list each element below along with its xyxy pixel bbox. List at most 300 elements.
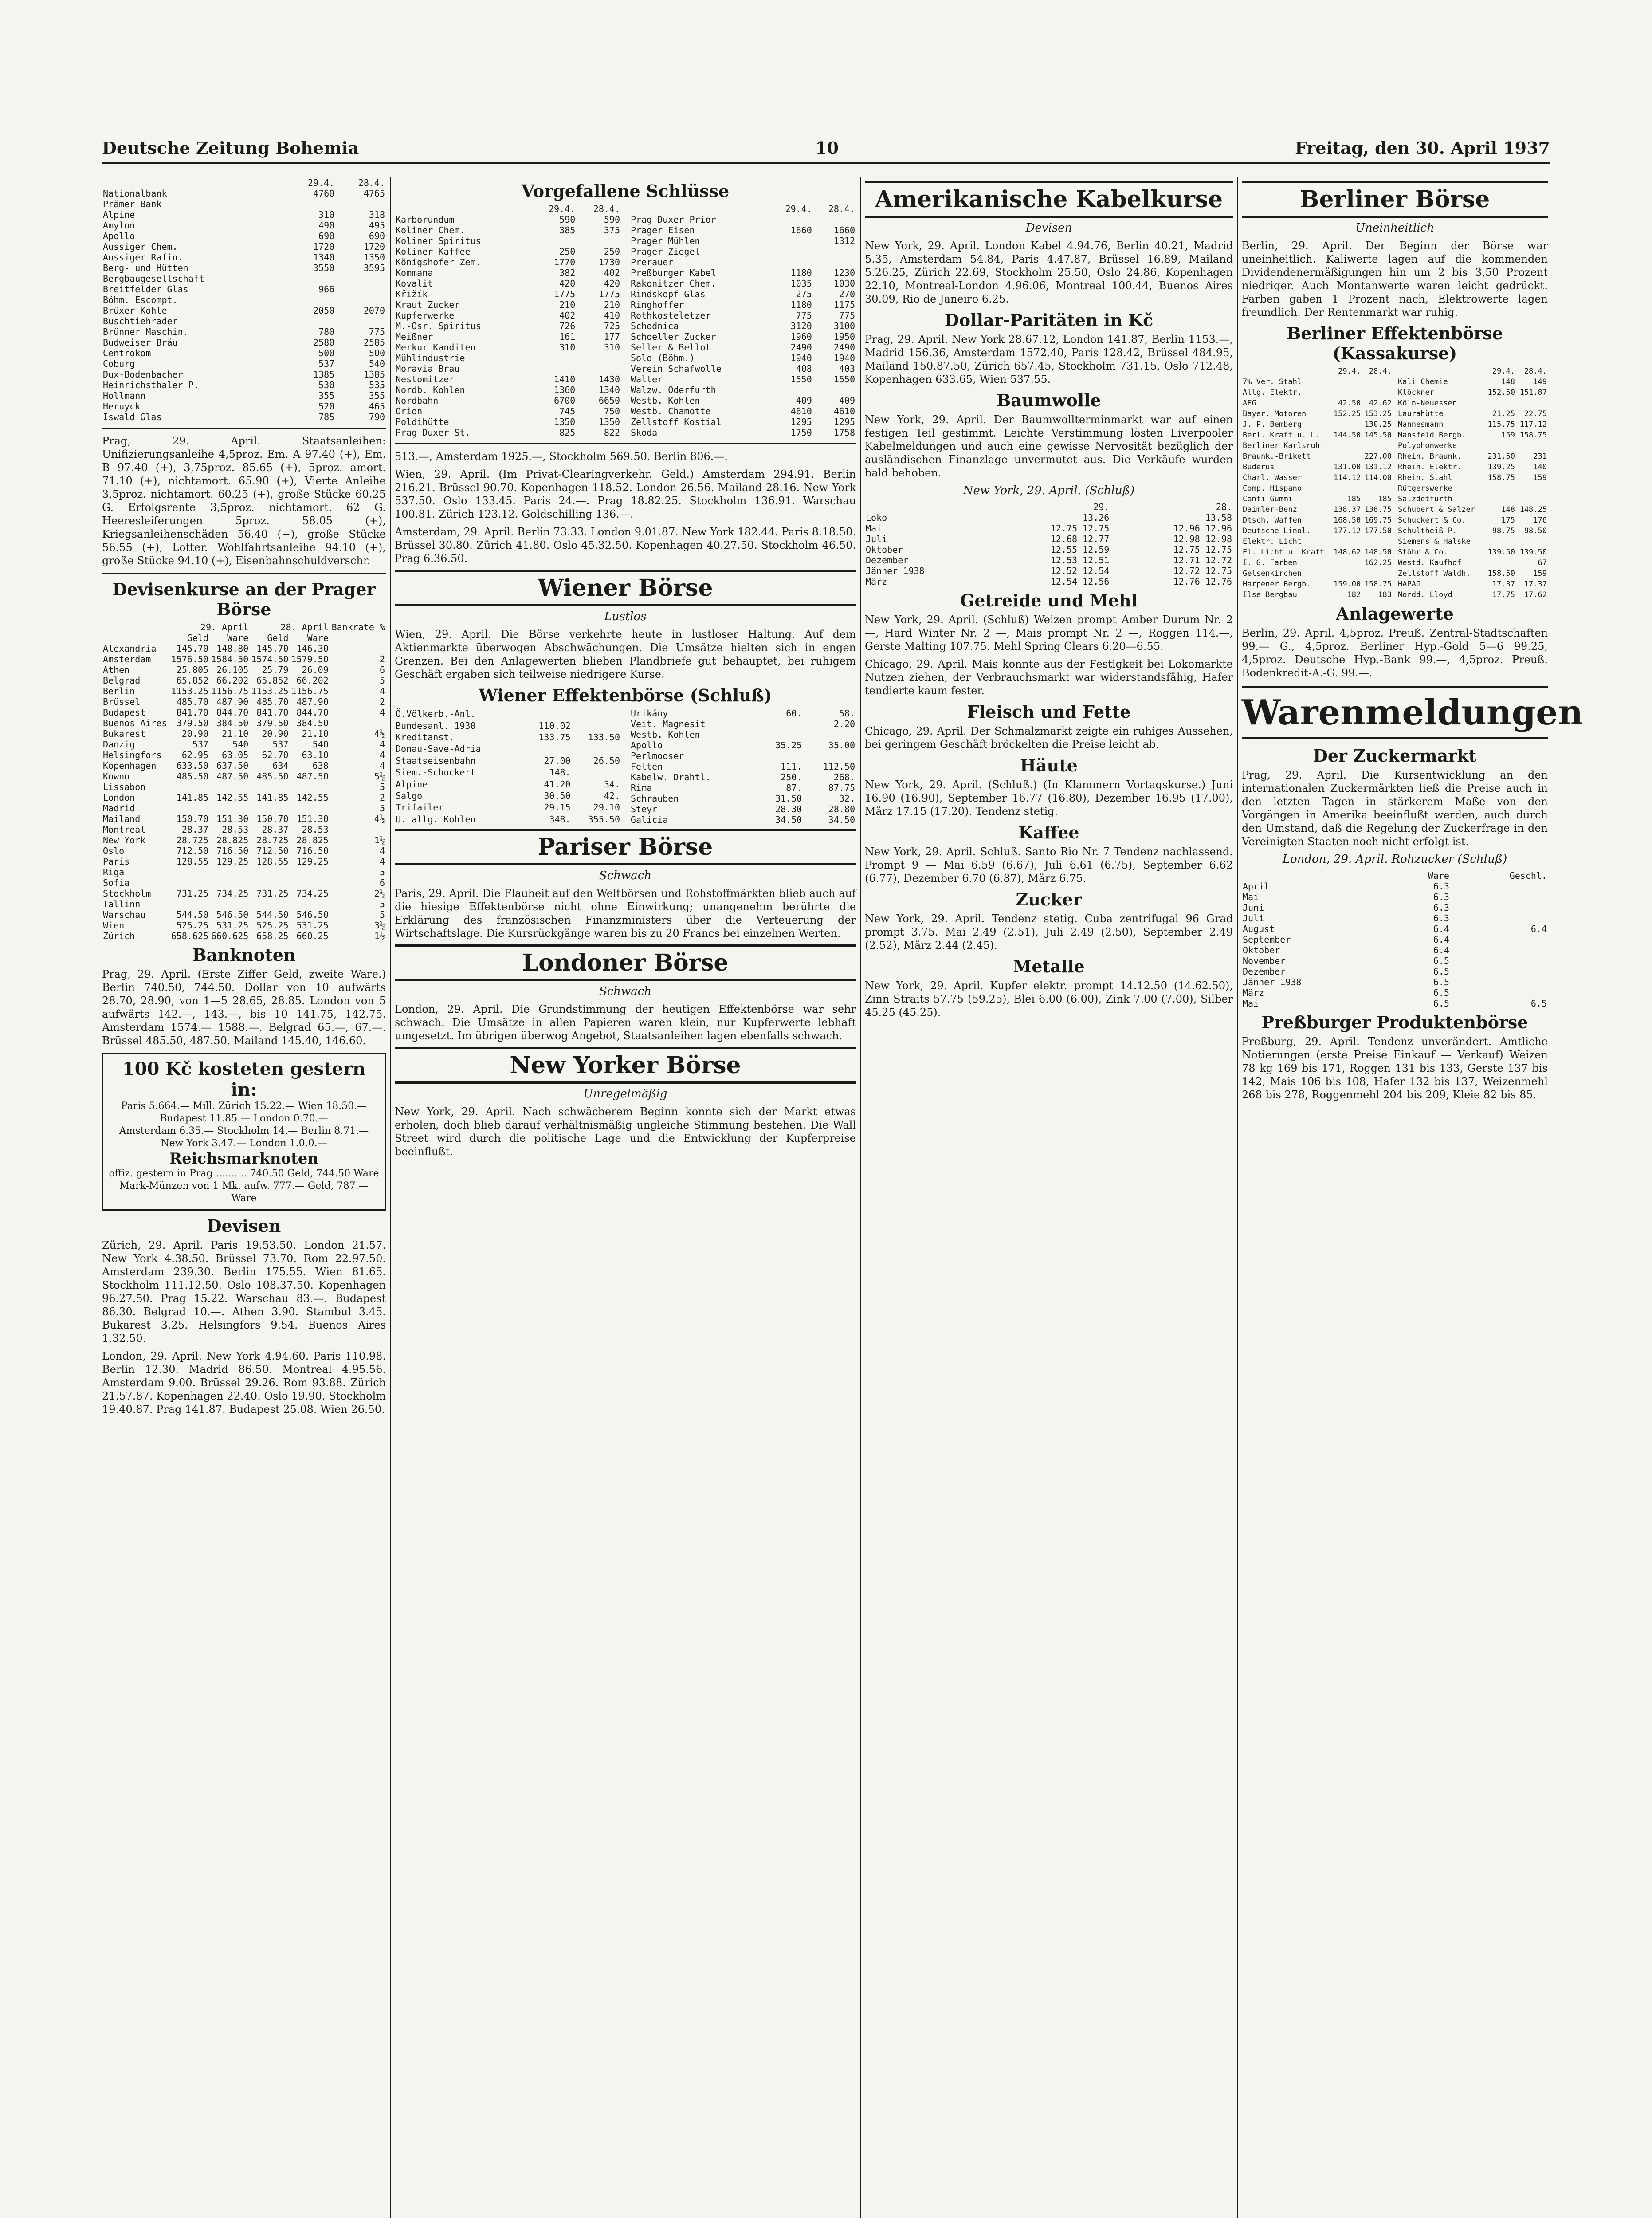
row-value: 485.50 bbox=[176, 771, 209, 782]
table-row bbox=[1242, 494, 1393, 504]
row-value bbox=[335, 273, 386, 284]
row-value: 231 bbox=[1533, 452, 1547, 461]
row-label: Galicia bbox=[631, 814, 668, 825]
divider bbox=[395, 443, 856, 444]
row-value: 487.50 bbox=[216, 771, 249, 782]
row-value bbox=[1450, 977, 1548, 987]
table-row bbox=[1397, 504, 1548, 515]
row-value bbox=[1450, 892, 1548, 902]
row-label: Prager Eisen bbox=[631, 225, 695, 236]
row-label: Felten bbox=[631, 761, 663, 772]
table-row bbox=[1397, 377, 1548, 387]
row-value: 12.76 12.76 bbox=[1173, 576, 1232, 587]
row-value: 537 bbox=[192, 739, 209, 750]
row-value: 1410 bbox=[554, 374, 576, 385]
row-value: 310 bbox=[559, 342, 576, 353]
row-label: Salgo bbox=[396, 790, 423, 801]
row-value bbox=[169, 803, 209, 814]
row-label: Allg. Elektr. bbox=[1243, 388, 1302, 397]
row-value: 151.87 bbox=[1519, 388, 1547, 397]
row-value bbox=[335, 295, 386, 305]
row-value: 148 bbox=[1501, 505, 1515, 514]
row-value: 268. bbox=[833, 772, 855, 783]
row-value: 152.25 bbox=[1333, 409, 1361, 418]
row-label: Dux-Bodenbacher bbox=[103, 369, 183, 380]
table-row bbox=[1242, 526, 1393, 536]
table-row bbox=[1242, 924, 1548, 934]
row-value: 6.3 bbox=[1433, 892, 1449, 902]
row-value: 22.75 bbox=[1524, 409, 1547, 418]
table-row bbox=[395, 267, 621, 278]
row-label: Rima bbox=[631, 783, 652, 793]
row-value: 485.70 bbox=[256, 696, 289, 707]
table-row bbox=[102, 814, 386, 824]
row-value: 379.50 bbox=[256, 718, 289, 728]
row-value: 6 bbox=[379, 877, 385, 888]
row-value: 966 bbox=[318, 284, 335, 295]
koruna-box-line: New York 3.47.— London 1.0.0.— bbox=[161, 1138, 327, 1149]
row-value bbox=[572, 708, 621, 720]
table-row bbox=[102, 401, 386, 412]
row-value bbox=[1516, 440, 1548, 451]
table-row bbox=[1242, 377, 1393, 387]
table-row bbox=[102, 931, 386, 941]
row-value: 148.25 bbox=[1519, 505, 1547, 514]
row-value: 731.25 bbox=[176, 888, 209, 899]
row-value: 1½ bbox=[374, 931, 385, 941]
row-value: 6.5 bbox=[1433, 977, 1449, 987]
table-row bbox=[1242, 515, 1393, 526]
row-value: 1720 bbox=[313, 241, 335, 252]
table-row bbox=[1242, 998, 1548, 1009]
row-value: 6.5 bbox=[1433, 998, 1449, 1009]
row-value: 151.30 bbox=[296, 814, 329, 824]
row-value: 1156.75 bbox=[291, 686, 329, 696]
row-value: 841.70 bbox=[176, 707, 209, 718]
haeute-heading: Häute bbox=[1020, 755, 1078, 775]
row-value: 1940 bbox=[833, 353, 855, 363]
anlagewerte-report: Berlin, 29. April. 4,5proz. Preuß. Zentral-Stadtschaften 99.— G., 4,5proz. Berliner Hyp.-Gold 5—6 99.25, 4,5proz. Deutsche Hyp.-Bank 99.—, 4,5proz. Preuß. Bodenkredit-A.-G. 99.—. bbox=[1242, 627, 1548, 679]
table-row bbox=[102, 390, 386, 401]
row-label: Warschau bbox=[103, 909, 146, 920]
row-value: 1156.75 bbox=[211, 686, 249, 696]
row-value: 145.70 bbox=[176, 643, 209, 654]
row-value: 420 bbox=[604, 278, 620, 289]
row-value: 148.50 bbox=[1364, 548, 1392, 557]
row-label: Oktober bbox=[1243, 945, 1280, 956]
row-value: 535 bbox=[369, 380, 385, 390]
row-value: 6.5 bbox=[1530, 998, 1547, 1009]
table-row bbox=[102, 909, 386, 920]
ny-cotton-table: 29. 28. Loko 13.26 13.58 Mai 12.75 12.75 12.96 12.96 Juli 12.68 12.77 12.98 12.98 Oktober 12.55 12.59 12.75 12.75 Dezember 12.53 12.51 12.71 12.72 Jänner 1938 12.52 12.54 12.72 12.75 März 12.54 12.56 12.76 12.76 bbox=[866, 502, 1232, 587]
row-value: 408 bbox=[796, 363, 812, 374]
row-value: 1350 bbox=[598, 417, 620, 427]
row-value: 176 bbox=[1533, 516, 1547, 525]
row-value: 487.90 bbox=[216, 696, 249, 707]
table-row bbox=[102, 686, 386, 696]
schluesse-table-a: 29.4. 28.4. Karborundum 590 590 Koliner Chem. 385 375 Koliner Spiritus Koliner Kaffee 250 250 Königshofer Zem. 1770 1730 Kommana 382 402 Kovalit 420 420 Křižík 1775 1775 Kraut Zucker 210 210 Kupferwerke 402 410 M.-Osr. Spiritus 726 725 Meißner 161 177 Merkur Kanditen 310 310 Mühlindustrie Moravia Brau Nestomitzer 1410 1430 Nordb. Kohlen 1360 1340 Nordbahn 6700 6650 Orion 745 750 Poldihütte 1350 1350 Prag-Duxer St. 825 822 bbox=[396, 204, 620, 438]
prague-stock-table: 29.4. 28.4. Nationalbank 4760 4765 Prämer Bank Alpine 310 318 Amylon 490 495 Apollo 690 690 Aussiger Chem. 1720 1720 Aussiger Rafin. 1340 1350 Berg- und Hütten 3550 3595 Bergbaugesellschaft Breitfelder Glas 966 Böhm. Escompt. Brüxer Kohle 2050 2070 Buschtiehrader Brünner Maschin. 780 775 Budweiser Bräu 2580 2585 Centrokom 500 500 Coburg 537 540 Dux-Bodenbacher 1385 1385 Heinrichsthaler P. 530 535 Hollmann 355 355 Heruyck 520 465 Iswald Glas 785 790 bbox=[103, 177, 385, 422]
row-value: 131.12 bbox=[1364, 463, 1392, 472]
table-row bbox=[395, 299, 621, 310]
table-row bbox=[102, 358, 386, 369]
row-label: Stöhr & Co. bbox=[1398, 548, 1448, 557]
row-value: 310 bbox=[318, 209, 335, 220]
row-value: 841.70 bbox=[256, 707, 289, 718]
row-value bbox=[330, 824, 386, 835]
table-row bbox=[395, 743, 621, 755]
row-value bbox=[1516, 398, 1548, 409]
row-label: Alexandria bbox=[103, 643, 157, 654]
table-row bbox=[102, 803, 386, 814]
row-value: 66.202 bbox=[216, 675, 249, 686]
table-row bbox=[395, 755, 621, 767]
row-value: 1350 bbox=[554, 417, 576, 427]
row-value: 12.75 12.75 bbox=[1050, 523, 1110, 534]
row-value: 2.20 bbox=[833, 719, 855, 729]
row-label: August bbox=[1243, 924, 1275, 934]
row-value bbox=[169, 877, 209, 888]
newspaper-title: Deutsche Zeitung Bohemia bbox=[102, 138, 359, 158]
row-value: 159 bbox=[1533, 473, 1547, 482]
table-row bbox=[630, 331, 856, 342]
row-value bbox=[532, 363, 577, 374]
table-row bbox=[102, 782, 386, 792]
row-value bbox=[813, 214, 856, 225]
row-value: 20.90 bbox=[262, 728, 289, 739]
row-value: 87.75 bbox=[828, 783, 855, 793]
row-label: Westb. Kohlen bbox=[631, 395, 700, 406]
londoner-boerse-tendency: Schwach bbox=[599, 985, 652, 998]
row-value: 12.98 12.98 bbox=[1173, 534, 1232, 544]
table-row bbox=[630, 793, 856, 804]
row-value bbox=[249, 782, 289, 792]
table-row bbox=[395, 342, 621, 353]
table-row bbox=[395, 427, 621, 438]
kassakurse-table-a: 29.4. 28.4. 7% Ver. Stahl Allg. Elektr. AEG 42.50 42.62 Bayer. Motoren 152.25 153.25 J. P. Bemberg 130.25 Berl. Kraft u. L. 144.50 145.50 Berliner Karlsruh. Braunk.-Brikett 227.00 Buderus 131.00 131.12 Charl. Wasser 114.12 114.00 Comp. Hispano Conti Gummi 185 185 Daimler-Benz 138.37 138.75 Dtsch. Waffen 168.50 169.75 Deutsche Linol. 177.12 177.50 Elektr. Licht El. Licht u. Kraft 148.62 148.50 I. G. Farben 162.25 Gelsenkirchen Harpener Bergb. 159.00 158.75 Ilse Bergbau 182 183 bbox=[1243, 367, 1392, 599]
row-value: 384.50 bbox=[296, 718, 329, 728]
reichsmark-title: Reichsmarknoten bbox=[169, 1150, 319, 1168]
table-row bbox=[1242, 409, 1393, 419]
table-row bbox=[630, 427, 856, 438]
row-value: 28.37 bbox=[262, 824, 289, 835]
row-label: Prerauer bbox=[631, 257, 674, 267]
row-value bbox=[285, 295, 335, 305]
row-value: 185 bbox=[1347, 495, 1361, 503]
reichsmark-line: offiz. gestern in Prag .......... 740.50 Geld, 744.50 Ware bbox=[109, 1168, 379, 1179]
table-row bbox=[102, 760, 386, 771]
row-label: Perlmooser bbox=[631, 751, 684, 761]
row-value bbox=[770, 236, 813, 246]
table-row bbox=[395, 802, 621, 813]
row-value: 487.90 bbox=[296, 696, 329, 707]
row-label: Donau-Save-Adria bbox=[396, 743, 481, 755]
row-value: 4 bbox=[379, 739, 385, 750]
row-label: Prager Mühlen bbox=[631, 236, 700, 246]
london-sugar-table-title: London, 29. April. Rohzucker (Schluß) bbox=[1282, 853, 1507, 866]
row-value: 133.75 bbox=[538, 731, 571, 743]
wiener-schluss-heading: Wiener Effektenbörse (Schluß) bbox=[479, 685, 772, 705]
row-value: 128.55 bbox=[256, 856, 289, 867]
row-value: 6.5 bbox=[1433, 987, 1449, 998]
reichsmark-line: Mark-Münzen von 1 Mk. aufw. 777.— Geld, 787.— Ware bbox=[119, 1180, 369, 1204]
row-label: Böhm. Escompt. bbox=[103, 295, 178, 305]
row-label: Lissabon bbox=[103, 782, 146, 792]
londoner-boerse-heading: Londoner Börse bbox=[395, 944, 856, 981]
row-label: J. P. Bemberg bbox=[1243, 420, 1302, 429]
row-value: 531.25 bbox=[216, 920, 249, 931]
row-value: 177.12 bbox=[1333, 527, 1361, 535]
row-value: 26.105 bbox=[216, 665, 249, 675]
metalle-heading: Metalle bbox=[1013, 956, 1085, 976]
row-value: 13.26 bbox=[1083, 512, 1110, 523]
row-value: 17.37 bbox=[1492, 580, 1515, 589]
row-value: 153.25 bbox=[1364, 409, 1392, 418]
row-label: Rhein. Stahl bbox=[1398, 473, 1452, 482]
table-row bbox=[102, 220, 386, 231]
table-row bbox=[1397, 547, 1548, 558]
row-value: 29.15 bbox=[544, 802, 571, 813]
row-value: 142.55 bbox=[296, 792, 329, 803]
row-label: Prager Ziegel bbox=[631, 246, 700, 257]
row-value: 375 bbox=[604, 225, 620, 236]
row-value: 490 bbox=[318, 220, 335, 231]
row-label: Kraut Zucker bbox=[396, 299, 460, 310]
row-value: 750 bbox=[604, 406, 620, 417]
table-row bbox=[1242, 462, 1393, 472]
row-value: 17.62 bbox=[1524, 590, 1547, 599]
row-label: Veit. Magnesit bbox=[631, 719, 706, 729]
row-value: 385 bbox=[559, 225, 576, 236]
row-value: 35.00 bbox=[828, 740, 855, 751]
row-value bbox=[169, 899, 209, 909]
dollar-paritaeten-report: Prag, 29. April. New York 28.67.12, London 141.87, Berlin 1153.—, Madrid 156.36, Amsterdam 1572.40, Paris 128.42, Brüssel 484.95, Mailand 150.87.50, Zürich 657.45, Stockholm 731.15, Oslo 712.48, Kopenhagen 633.65, Wien 537.55. bbox=[865, 333, 1233, 385]
row-value: 633.50 bbox=[176, 760, 209, 771]
row-value: 12.53 12.51 bbox=[1050, 555, 1110, 566]
newyorker-boerse-heading: New Yorker Börse bbox=[395, 1047, 856, 1084]
row-value: 1775 bbox=[554, 289, 576, 299]
row-value: 5 bbox=[379, 803, 385, 814]
row-value: 1750 bbox=[790, 427, 812, 438]
row-label: Schubert & Salzer bbox=[1398, 505, 1475, 514]
row-label: Zellstoff Waldh. bbox=[1398, 569, 1471, 578]
row-value: 525.25 bbox=[176, 920, 209, 931]
pressburg-report: Preßburg, 29. April. Tendenz unverändert. Amtliche Notierungen (erste Preise Einkauf — Verkauf) Weizen 78 kg 169 bis 171, Roggen 131 bis 133, Gerste 137 bis 142, Mais 106 bis 108, Hafer 132 bis 137, Weizenmehl 268 bis 278, Roggenmehl 204 bis 209, Kleie 82 bis 85. bbox=[1242, 1035, 1548, 1101]
table-row bbox=[1242, 536, 1393, 547]
table-row bbox=[630, 417, 856, 427]
row-value: 12.96 12.96 bbox=[1173, 523, 1232, 534]
row-value: 1950 bbox=[833, 331, 855, 342]
row-value: 250 bbox=[604, 246, 620, 257]
row-value: 13.58 bbox=[1205, 512, 1232, 523]
row-value: 148.62 bbox=[1333, 548, 1361, 557]
table-row bbox=[1397, 590, 1548, 600]
row-value: 4760 bbox=[313, 188, 335, 199]
fleisch-report: Chicago, 29. April. Der Schmalzmarkt zeigte ein ruhiges Aussehen, bei geringem Geschäft bröckelten die Preise leicht ab. bbox=[865, 725, 1233, 751]
zuckermarkt-report: Prag, 29. April. Die Kursentwicklung an den internationalen Zuckermärkten ließ die Preise auch in den letzten Tagen in stärkerem Maße von den Vorgängen in Amerika beeinflußt werden, auch durch den Umstand, daß die Regelung der Zuckerfrage in den Vereinigten Staaten noch nicht erfolgt ist. bbox=[1242, 769, 1548, 848]
table-row bbox=[1397, 515, 1548, 526]
row-label: Kowno bbox=[103, 771, 130, 782]
row-value: 403 bbox=[839, 363, 855, 374]
row-value bbox=[169, 782, 209, 792]
row-value: 42.50 bbox=[1338, 399, 1361, 408]
table-row bbox=[1397, 409, 1548, 419]
row-label: Ö.Völkerb.-Anl. bbox=[396, 708, 476, 720]
row-value: 2585 bbox=[363, 337, 385, 348]
row-value: 138.75 bbox=[1364, 505, 1392, 514]
row-value: 148. bbox=[549, 767, 571, 778]
row-value: 658.625 bbox=[171, 931, 209, 941]
amsterdam-report: Amsterdam, 29. April. Berlin 73.33. London 9.01.87. New York 182.44. Paris 8.18.50. Brüssel 30.80. Zürich 41.80. Oslo 45.32.50. Kopenhagen 40.27.50. Stockholm 46.50. Prag 6.36.50. bbox=[395, 526, 856, 565]
table-row bbox=[630, 236, 856, 246]
table-row bbox=[865, 523, 1233, 534]
row-value: 140 bbox=[1533, 463, 1547, 472]
row-value: 28.80 bbox=[828, 804, 855, 814]
row-value: 12.52 12.54 bbox=[1050, 566, 1110, 576]
row-value: 161 bbox=[559, 331, 576, 342]
row-value: 546.50 bbox=[296, 909, 329, 920]
table-row bbox=[630, 406, 856, 417]
row-value: 4 bbox=[379, 846, 385, 856]
row-value bbox=[1331, 419, 1362, 430]
row-value: 525.25 bbox=[256, 920, 289, 931]
table-row bbox=[102, 920, 386, 931]
row-value: 158.50 bbox=[1487, 569, 1515, 578]
amsterdam-note: 513.—, Amsterdam 1925.—, Stockholm 569.50. Berlin 806.—. bbox=[395, 450, 728, 463]
row-value: 144.50 bbox=[1333, 431, 1361, 440]
row-value: 21.10 bbox=[302, 728, 329, 739]
row-value bbox=[335, 199, 386, 209]
table-row bbox=[865, 555, 1233, 566]
row-value: 30.50 bbox=[544, 790, 571, 801]
row-value: 63.10 bbox=[302, 750, 329, 760]
row-value: 4 bbox=[379, 707, 385, 718]
row-value: 42. bbox=[604, 790, 620, 801]
wiener-table-a bbox=[395, 708, 621, 825]
masthead bbox=[102, 133, 1550, 164]
row-label: Rothkosteletzer bbox=[631, 310, 711, 321]
row-value: 531.25 bbox=[296, 920, 329, 931]
table-row bbox=[395, 310, 621, 321]
row-label: Meißner bbox=[396, 331, 433, 342]
column-4 bbox=[1242, 177, 1583, 2218]
row-label: I. G. Farben bbox=[1243, 558, 1297, 567]
row-value: 6700 bbox=[554, 395, 576, 406]
table-row bbox=[102, 771, 386, 782]
row-value bbox=[803, 729, 856, 740]
row-value: 5½ bbox=[374, 771, 385, 782]
row-value: 402 bbox=[559, 310, 576, 321]
row-label: Orion bbox=[396, 406, 423, 417]
row-value bbox=[758, 729, 803, 740]
row-label: Buenos Aires bbox=[103, 718, 167, 728]
row-label: Oslo bbox=[103, 846, 125, 856]
table-row bbox=[102, 877, 386, 888]
row-value: 590 bbox=[559, 214, 576, 225]
row-label: Westd. Kaufhof bbox=[1398, 558, 1462, 567]
row-value bbox=[1450, 966, 1548, 977]
divider bbox=[102, 573, 386, 574]
table-row bbox=[630, 267, 856, 278]
row-value bbox=[330, 718, 386, 728]
row-value: 12.75 12.75 bbox=[1173, 544, 1232, 555]
table-row bbox=[1397, 430, 1548, 440]
londoner-boerse-report: London, 29. April. Die Grundstimmung der heutigen Effektenbörse war sehr schwach. Die Umsätze in allen Papieren waren klein, nur Kupferwerte lebhaft umgesetzt. Im übrigen überwog Angebot, Staatsanleihen lagen ebenfalls schwach. bbox=[395, 1003, 856, 1042]
row-label: Mai bbox=[1243, 892, 1259, 902]
row-value: 465 bbox=[369, 401, 385, 412]
row-value: 3½ bbox=[374, 920, 385, 931]
row-value bbox=[249, 877, 289, 888]
row-value: 1175 bbox=[833, 299, 855, 310]
row-label: Coburg bbox=[103, 358, 135, 369]
row-value: 28.725 bbox=[256, 835, 289, 846]
table-row bbox=[395, 278, 621, 289]
row-value: 2½ bbox=[374, 888, 385, 899]
koruna-box-title: 100 Kč kosteten gestern in: bbox=[122, 1058, 366, 1100]
table-row bbox=[102, 412, 386, 422]
row-label: Prag-Duxer Prior bbox=[631, 214, 716, 225]
row-label: AEG bbox=[1243, 399, 1256, 408]
row-value: 775 bbox=[369, 326, 385, 337]
schluesse-tables bbox=[395, 204, 856, 438]
row-value: 28.53 bbox=[302, 824, 329, 835]
row-label: Alpine bbox=[396, 779, 428, 790]
table-row bbox=[865, 534, 1233, 544]
row-label: Dezember bbox=[866, 555, 909, 566]
row-value: 3550 bbox=[313, 263, 335, 273]
row-label: Brüssel bbox=[103, 696, 141, 707]
row-value: 131.00 bbox=[1333, 463, 1361, 472]
table-row bbox=[630, 761, 856, 772]
table-row bbox=[1242, 966, 1548, 977]
row-value: 544.50 bbox=[256, 909, 289, 920]
row-value bbox=[249, 899, 289, 909]
row-value: 150.70 bbox=[176, 814, 209, 824]
row-value: 540 bbox=[232, 739, 249, 750]
row-value bbox=[1331, 558, 1362, 568]
row-label: Karborundum bbox=[396, 214, 455, 225]
table-row bbox=[1242, 977, 1548, 987]
table-row bbox=[395, 321, 621, 331]
row-label: Bundesanl. 1930 bbox=[396, 720, 476, 731]
row-value: 129.25 bbox=[216, 856, 249, 867]
row-value: 6.3 bbox=[1433, 913, 1449, 924]
row-label: Kali Chemie bbox=[1398, 378, 1448, 386]
row-value: 1½ bbox=[374, 835, 385, 846]
row-label: Ringhoffer bbox=[631, 299, 684, 310]
row-label: M.-Osr. Spiritus bbox=[396, 321, 481, 331]
table-row bbox=[102, 739, 386, 750]
table-row bbox=[630, 353, 856, 363]
column-divider bbox=[390, 177, 391, 2218]
row-value: 2050 bbox=[313, 305, 335, 316]
koruna-box-line: Paris 5.664.— Mill. Zürich 15.22.— Wien 18.50.— Budapest 11.85.— London 0.70.— bbox=[121, 1101, 367, 1124]
row-label: Belgrad bbox=[103, 675, 141, 686]
table-row bbox=[395, 731, 621, 743]
row-value bbox=[1362, 483, 1393, 494]
row-label: Juli bbox=[1243, 913, 1264, 924]
row-value bbox=[209, 899, 249, 909]
row-value bbox=[1450, 913, 1548, 924]
row-label: Prämer Bank bbox=[103, 199, 162, 209]
newyorker-boerse-report: New York, 29. April. Nach schwächerem Beginn konnte sich der Markt etwas erholen, doch blieb darauf verhältnismäßig ungleiche Stimmung bestehen. Die Wall Street wird durch die politische Lage und die Entwicklung der Kupferpreise beeinflußt. bbox=[395, 1105, 856, 1158]
row-value: 159 bbox=[1501, 431, 1515, 440]
table-row bbox=[1242, 440, 1393, 451]
row-label: Dezember bbox=[1243, 966, 1286, 977]
row-value bbox=[209, 867, 249, 877]
table-row bbox=[395, 417, 621, 427]
row-value bbox=[1362, 568, 1393, 579]
